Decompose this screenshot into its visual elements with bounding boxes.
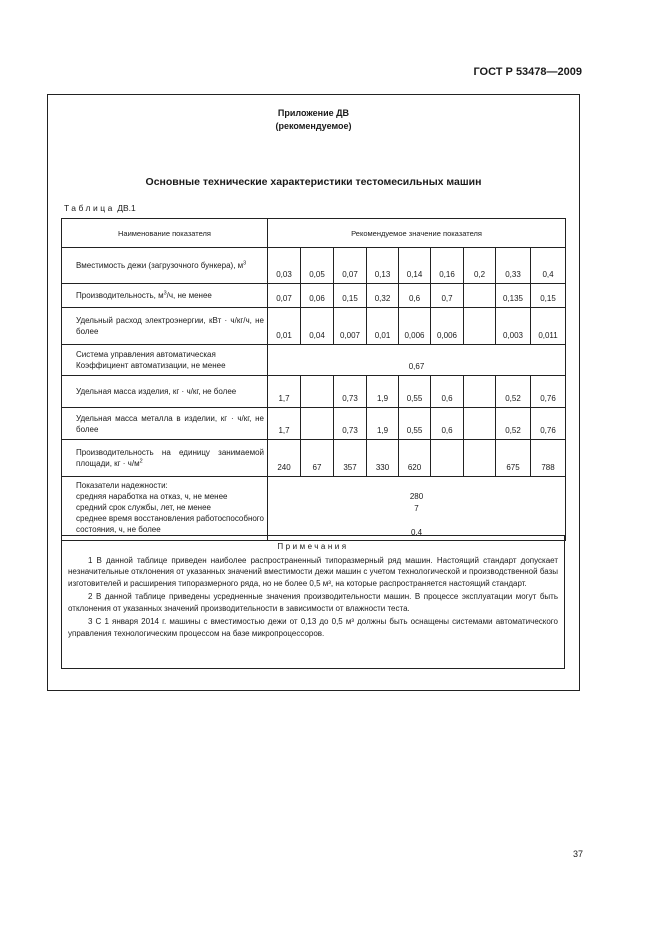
row-label-text: Производительность на единицу занимаемой площади, кг · ч/м: [76, 448, 264, 468]
table-cell: [301, 376, 334, 408]
table-cell: 0,55: [399, 376, 431, 408]
section-heading: Основные технические характеристики тестомесильных машин: [145, 176, 482, 188]
note-item: 1 В данной таблице приведен наиболее распространенный типоразмерный ряд машин. Настоящий стандарт допускает незначительные отклонения от указанных значений вместимости дежи машин с учетом технологической и производственной базы изготовителей и расширения типоразмерного ряда, но не более 0,5 м³, на которые распространяется настоящий стандарт.: [68, 555, 558, 588]
table-cell: 1,9: [367, 376, 399, 408]
table-cell: 0,07: [334, 248, 367, 284]
table-cell: 0,006: [431, 308, 464, 345]
row-label: [62, 308, 268, 345]
row-label-sup: 3: [243, 260, 247, 267]
table-cell: 0,32: [367, 284, 399, 308]
table-cell-merged: [268, 477, 566, 541]
row-label: [62, 345, 268, 376]
reliability-item-1: средняя наработка на отказ, ч, не менее: [76, 492, 228, 501]
table-cell: [464, 308, 496, 345]
table-cell: 0,06: [301, 284, 334, 308]
table-cell: 0,16: [431, 248, 464, 284]
appendix-heading: [48, 107, 579, 133]
table-cell: [301, 408, 334, 440]
table-row: [62, 376, 566, 408]
reliability-value-1: 280: [409, 492, 424, 501]
row-label: [62, 376, 268, 408]
table-cell: 0,6: [399, 284, 431, 308]
col-header-value: Рекомендуемое значение показателя: [268, 219, 566, 248]
table-cell: 0,15: [334, 284, 367, 308]
table-row: [62, 308, 566, 345]
table-cell: 0,6: [431, 376, 464, 408]
row-label: [62, 440, 268, 477]
table-cell: 0,15: [531, 284, 566, 308]
table-header-row: [62, 219, 566, 248]
table-caption-word: Таблица: [64, 203, 115, 213]
table-cell: 620: [399, 440, 431, 477]
row-label-sup: 3: [163, 290, 167, 297]
table-cell: 788: [531, 440, 566, 477]
table-cell: 1,7: [268, 376, 301, 408]
table-cell: 240: [268, 440, 301, 477]
row-label-text: Вместимость дежи (загрузочного бункера), м: [76, 261, 244, 270]
row-label-text: Удельная масса металла в изделии, кг · ч/кг, не более: [76, 413, 264, 434]
row-label: [62, 477, 268, 541]
table-cell: 0,01: [268, 308, 301, 345]
note-item: 2 В данной таблице приведены усредненные значения производительности машин. В процессе эксплуатации могут быть отклонения от указанных значений производительности в зависимости от влажности теста.: [68, 592, 558, 613]
table-row: [62, 345, 566, 376]
standard-number: ГОСТ Р 53478—2009: [473, 66, 582, 78]
table-cell: 1,9: [367, 408, 399, 440]
table-cell: 330: [367, 440, 399, 477]
row-label: [62, 284, 268, 308]
table-caption-number: ДВ.1: [117, 203, 136, 213]
table-cell: [431, 440, 464, 477]
row-label-line-2: Коэффициент автоматизации, не менее: [76, 361, 226, 370]
table-cell: 0,55: [399, 408, 431, 440]
table-cell: [464, 408, 496, 440]
appendix-title: Приложение ДВ: [277, 108, 350, 118]
characteristics-table: [61, 218, 566, 541]
table-cell: 0,76: [531, 408, 566, 440]
table-cell: [464, 376, 496, 408]
table-cell: 0,76: [531, 376, 566, 408]
appendix-frame: [47, 94, 580, 691]
row-label-text: Удельный расход электроэнергии, кВт · ч/кг/ч, не более: [76, 316, 264, 336]
table-cell: 0,2: [464, 248, 496, 284]
row-label: [62, 248, 268, 284]
table-cell: 0,007: [334, 308, 367, 345]
table-cell: 0,13: [367, 248, 399, 284]
table-cell: 0,7: [431, 284, 464, 308]
table-caption: [64, 203, 136, 213]
notes-block: [61, 535, 565, 669]
table-cell: 0,73: [334, 408, 367, 440]
notes-title: Примечания: [277, 542, 349, 551]
table-cell: 0,52: [496, 376, 531, 408]
reliability-title: Показатели надежности:: [76, 481, 168, 490]
table-cell: 67: [301, 440, 334, 477]
col-header-name: Наименование показателя: [62, 219, 268, 248]
table-cell: 0,52: [496, 408, 531, 440]
table-cell: 0,04: [301, 308, 334, 345]
note-item: 3 С 1 января 2014 г. машины с вместимостью дежи от 0,13 до 0,5 м³ должны быть оснащены системами автоматического управления технологическим процессом на базе микропроцессоров.: [68, 617, 558, 638]
row-label-text-post: /ч, не менее: [166, 291, 212, 300]
table-row: [62, 248, 566, 284]
table-cell: 0,135: [496, 284, 531, 308]
table-cell: 0,05: [301, 248, 334, 284]
reliability-item-3: среднее время восстановления работоспособного состояния, ч, не более: [76, 514, 264, 534]
table-cell: 0,01: [367, 308, 399, 345]
row-label-line-1: Система управления автоматическая: [76, 350, 216, 359]
reliability-value-2: 7: [414, 504, 419, 513]
table-row: [62, 284, 566, 308]
table-row: [62, 477, 566, 541]
page-number: 37: [573, 849, 584, 859]
reliability-value-3: 0,4: [410, 528, 423, 537]
reliability-item-2: средний срок службы, лет, не менее: [76, 503, 211, 512]
row-label: [62, 408, 268, 440]
table-cell: 0,33: [496, 248, 531, 284]
table-cell: 0,011: [531, 308, 566, 345]
table-cell: 357: [334, 440, 367, 477]
table-cell: [464, 440, 496, 477]
appendix-subtitle: (рекомендуемое): [275, 121, 352, 131]
table-cell: 0,73: [334, 376, 367, 408]
table-row: [62, 408, 566, 440]
table-row: [62, 440, 566, 477]
table-cell: 0,14: [399, 248, 431, 284]
table-cell: 0,6: [431, 408, 464, 440]
table-cell-merged: 0,67: [268, 345, 566, 376]
table-cell: 0,003: [496, 308, 531, 345]
row-label-sup: 2: [139, 458, 143, 465]
table-cell: [464, 284, 496, 308]
table-cell: 0,07: [268, 284, 301, 308]
row-label-text: Удельная масса изделия, кг · ч/кг, не более: [76, 387, 237, 396]
table-cell: 1,7: [268, 408, 301, 440]
table-cell: 0,03: [268, 248, 301, 284]
table-cell: 675: [496, 440, 531, 477]
row-label-text: Производительность, м: [76, 291, 164, 300]
table-cell: 0,4: [531, 248, 566, 284]
table-cell: 0,006: [399, 308, 431, 345]
